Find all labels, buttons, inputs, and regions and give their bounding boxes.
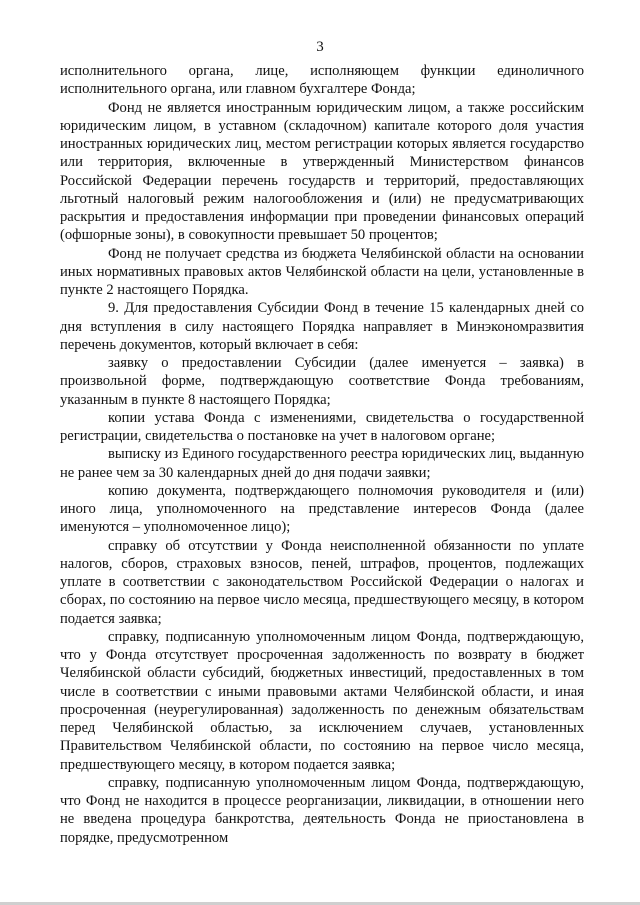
paragraph-registry-extract: выписку из Единого государственного реестра юридических лиц, выданную не ранее чем за 30 календарных дней до дня подачи заявки;: [60, 446, 584, 481]
page-number: 3: [316, 39, 324, 55]
paragraph-continuation: исполнительного органа, лице, исполняющем функции единоличного исполнительного органа, или главном бухгалтере Фонда;: [60, 63, 584, 98]
paragraph-no-other-funds: Фонд не получает средства из бюджета Челябинской области на основании иных нормативных правовых актов Челябинской области на цели, установленные в пункте 2 настоящего Порядка.: [60, 245, 584, 298]
paragraph-clause-9: 9. Для предоставления Субсидии Фонд в течение 15 календарных дней со дня вступления в силу настоящего Порядка направляет в Минэкономразвития перечень документов, который включает в себя:: [60, 300, 584, 353]
paragraph-application: заявку о предоставлении Субсидии (далее именуется – заявка) в произвольной форме, подтверждающую соответствие Фонда требованиям, указанным в пункте 8 настоящего Порядка;: [60, 355, 584, 408]
document-body: [60, 62, 584, 847]
paragraph-foreign-entity: Фонд не является иностранным юридическим лицом, а также российским юридическим лицом, в уставном (складочном) капитале которого доля участия иностранных юридических лиц, местом регистрации которых является государство или территория, включенные в утвержденный Министерством финансов Российской Федерации перечень государств и территорий, предоставляющих льготный налоговый режим налогообложения и (или) не предусматривающих раскрытия и предоставления информации при проведении финансовых операций (офшорные зоны), в совокупности превышает 50 процентов;: [60, 99, 584, 244]
paragraph-authority-document: копию документа, подтверждающего полномочия руководителя и (или) иного лица, уполномоченного на представление интересов Фонда (далее именуются – уполномоченное лицо);: [60, 482, 584, 536]
paragraph-charter-copies: копии устава Фонда с изменениями, свидетельства о государственной регистрации, свидетельства о постановке на учет в налоговом органе;: [60, 409, 584, 444]
paragraph-tax-certificate: справку об отсутствии у Фонда неисполненной обязанности по уплате налогов, сборов, страховых взносов, пеней, штрафов, процентов, подлежащих уплате в соответствии с законодательством Российской Федерации о налогах и сборах, по состоянию на первое число месяца, предшествующего месяцу, в котором подается заявка;: [60, 537, 584, 627]
paragraph-reorganization-certificate: справку, подписанную уполномоченным лицом Фонда, подтверждающую, что Фонд не находится в процессе реорганизации, ликвидации, в отношении него не введена процедура банкротства, деятельность Фонда не приостановлена в порядке, предусмотренном: [60, 774, 584, 846]
paragraph-debt-certificate: справку, подписанную уполномоченным лицом Фонда, подтверждающую, что у Фонда отсутствует просроченная задолженность по возврату в бюджет Челябинской области субсидий, бюджетных инвестиций, предоставленных в том числе в соответствии с иными правовыми актами Челябинской области, и иная просроченная (неурегулированная) задолженность по денежным обязательствам перед Челябинской областью, за исключением случаев, установленных Правительством Челябинской области, по состоянию на первое число месяца, предшествующего месяцу, в котором подается заявка;: [60, 628, 584, 773]
